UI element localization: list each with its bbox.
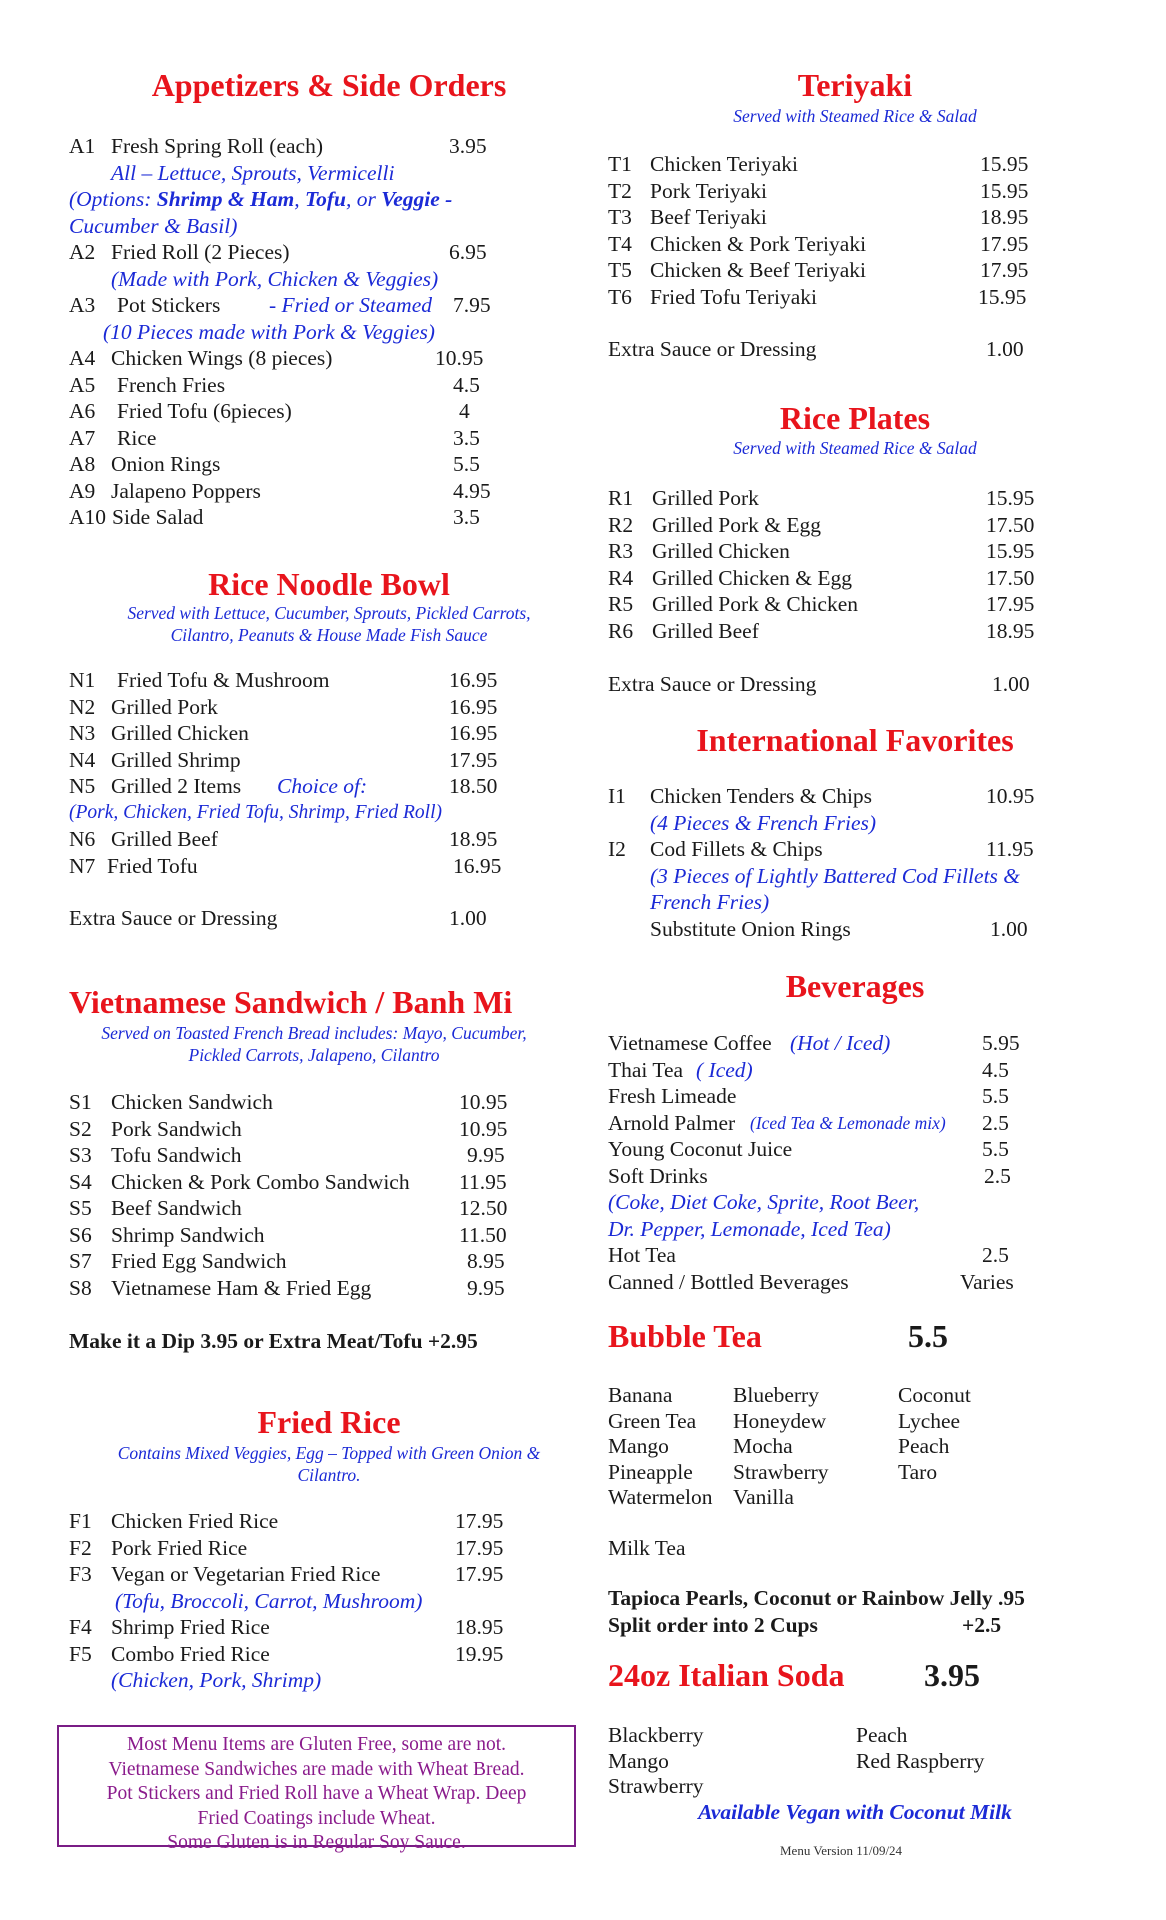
flavor-row: Watermelon Vanilla [608, 1485, 794, 1509]
banhmi-subtitle: Served on Toasted French Bread includes: Mayo, Cucumber, Pickled Carrots, Jalapeno, Cilantro [101, 1023, 527, 1065]
item-note-options: (Options: Shrimp & Ham, Tofu, or Veggie - [69, 187, 453, 211]
friedrice-title: Fried Rice [257, 1404, 401, 1440]
menu-item-n3: N3 Grilled Chicken 16.95 [69, 721, 498, 745]
item-note: Cucumber & Basil) [69, 213, 238, 238]
vegan-note: Available Vegan with Coconut Milk [698, 1800, 1012, 1824]
flavor-row: Mango Mocha Peach [608, 1434, 950, 1458]
menu-item-n2: N2 Grilled Pork 16.95 [69, 694, 498, 719]
beverage-coconut-juice: Young Coconut Juice 5.5 [608, 1137, 1009, 1161]
appetizers-title: Appetizers & Side Orders [151, 67, 507, 103]
menu-item-s2: S2 Pork Sandwich 10.95 [69, 1116, 508, 1141]
menu-item-r1: R1 Grilled Pork 15.95 [608, 486, 1035, 510]
soda-header [608, 1657, 1088, 1693]
menu-item-n4: N4 Grilled Shrimp 17.95 [69, 747, 498, 772]
beverage-soft-drinks: Soft Drinks 2.5 [608, 1163, 1011, 1188]
beverage-arnold-palmer: Arnold Palmer (Iced Tea & Lemonade mix) 2.5 [608, 1110, 1009, 1135]
menu-item-s8: S8 Vietnamese Ham & Fried Egg 9.95 [69, 1275, 505, 1300]
item-note: (4 Pieces & French Fries) [650, 810, 877, 835]
flavor-row: Strawberry [608, 1774, 704, 1798]
soda-price: 3.95 [924, 1657, 980, 1693]
gluten-notice: Most Menu Items are Gluten Free, some are not. Vietnamese Sandwiches are made with Wheat Bread. Pot Stickers and Fried Roll have a Wheat Wrap. Deep Fried Coatings include Wheat. Some Gluten is in Regular Soy Sauce. [57, 1725, 576, 1847]
substitute-onion-rings: Substitute Onion Rings 1.00 [650, 916, 1028, 941]
menu-item-n1: N1 Fried Tofu & Mushroom 16.95 [69, 668, 498, 692]
flavor-row: Banana Blueberry Coconut [608, 1383, 971, 1407]
menu-item-r2: R2 Grilled Pork & Egg 17.50 [608, 512, 1035, 537]
menu-item-f1: F1 Chicken Fried Rice 17.95 [69, 1509, 504, 1533]
menu-item-a2: A2 Fried Roll (2 Pieces) 6.95 [69, 240, 487, 264]
menu-item-r5: R5 Grilled Pork & Chicken 17.95 [608, 592, 1035, 616]
menu-item-n5: N5 Grilled 2 Items Choice of: 18.50 [69, 774, 498, 798]
banhmi-title: Vietnamese Sandwich / Banh Mi [69, 984, 513, 1020]
menu-item-a3: A3 Pot Stickers - Fried or Steamed 7.95 [69, 293, 491, 317]
riceplates-title: Rice Plates [779, 400, 931, 436]
beverage-coffee: Vietnamese Coffee (Hot / Iced) 5.95 [608, 1031, 1020, 1055]
menu-item-s7: S7 Fried Egg Sandwich 8.95 [69, 1249, 505, 1273]
menu-item-a1 [69, 133, 589, 160]
item-note: (Tofu, Broccoli, Carrot, Mushroom) [115, 1588, 423, 1613]
menu-item-a7: A7 Rice 3.5 [69, 425, 480, 450]
item-note: (3 Pieces of Lightly Battered Cod Fillets & [650, 863, 1021, 888]
bubble-addon: Tapioca Pearls, Coconut or Rainbow Jelly .95 [608, 1586, 1025, 1610]
noodle-subtitle: Served with Lettuce, Cucumber, Sprouts, Pickled Carrots, Cilantro, Peanuts & House Made Fish Sauce [127, 603, 531, 645]
menu-item-a5: A5 French Fries 4.5 [69, 372, 480, 397]
menu-item-i2: I2 Cod Fillets & Chips 11.95 [608, 837, 1034, 861]
teriyaki-title: Teriyaki [797, 67, 913, 103]
menu-item-t4: T4 Chicken & Pork Teriyaki 17.95 [608, 231, 1029, 256]
menu-item-n7: N7 Fried Tofu 16.95 [69, 853, 502, 878]
riceplates-list [608, 485, 1088, 698]
appetizers-list [69, 133, 589, 531]
menu-item-t2: T2 Pork Teriyaki 15.95 [608, 178, 1029, 203]
menu-item-f4: F4 Shrimp Fried Rice 18.95 [69, 1615, 504, 1639]
item-note: Dr. Pepper, Lemonade, Iced Tea) [608, 1216, 891, 1241]
bubble-flavors [608, 1382, 1088, 1638]
beverage-limeade: Fresh Limeade 5.5 [608, 1084, 1009, 1108]
menu-item-r3: R3 Grilled Chicken 15.95 [608, 539, 1035, 563]
teriyaki-subtitle: Served with Steamed Rice & Salad [733, 106, 977, 126]
menu-item-a9: A9 Jalapeno Poppers 4.95 [69, 478, 491, 503]
menu-item-n6: N6 Grilled Beef 18.95 [69, 827, 498, 851]
noodle-extra-sauce: Extra Sauce or Dressing 1.00 [69, 906, 487, 930]
teriyaki-list [608, 151, 1088, 363]
riceplates-subtitle: Served with Steamed Rice & Salad [733, 438, 977, 458]
menu-item-t5: T5 Chicken & Beef Teriyaki 17.95 [608, 258, 1029, 282]
bubble-split: Split order into 2 Cups +2.5 [608, 1612, 1002, 1637]
menu-item-a10: A10 Side Salad 3.5 [69, 505, 480, 529]
bubble-title: Bubble Tea [608, 1318, 762, 1354]
noodle-title: Rice Noodle Bowl [208, 566, 450, 602]
beverages-list [608, 1030, 1088, 1295]
menu-item-t6: T6 Fried Tofu Teriyaki 15.95 [608, 284, 1027, 309]
item-note: All – Lettuce, Sprouts, Vermicelli [111, 160, 395, 185]
menu-item-a8: A8 Onion Rings 5.5 [69, 452, 480, 476]
item-code: A1 [69, 134, 96, 158]
item-note: (Made with Pork, Chicken & Veggies) [111, 266, 439, 291]
item-note: (Coke, Diet Coke, Sprite, Root Beer, [608, 1190, 920, 1214]
flavor-row: Blackberry Peach [608, 1723, 908, 1747]
milk-tea: Milk Tea [608, 1535, 686, 1560]
riceplates-extra-sauce: Extra Sauce or Dressing 1.00 [608, 672, 1030, 696]
flavor-row: Pineapple Strawberry Taro [608, 1459, 938, 1484]
menu-item-t1: T1 Chicken Teriyaki 15.95 [608, 152, 1029, 176]
menu-item-t3: T3 Beef Teriyaki 18.95 [608, 205, 1029, 229]
menu-item-a4: A4 Chicken Wings (8 pieces) 10.95 [69, 346, 484, 370]
beverages-title: Beverages [785, 968, 925, 1004]
menu-item-f2: F2 Pork Fried Rice 17.95 [69, 1535, 504, 1560]
menu-item-s5: S5 Beef Sandwich 12.50 [69, 1196, 508, 1220]
friedrice-subtitle: Contains Mixed Veggies, Egg – Topped with Green Onion & Cilantro. [117, 1443, 541, 1485]
beverage-thai-tea: Thai Tea ( Iced) 4.5 [608, 1057, 1009, 1082]
menu-item-s3: S3 Tofu Sandwich 9.95 [69, 1143, 505, 1167]
item-note: (10 Pieces made with Pork & Veggies) [103, 319, 435, 344]
menu-item-s1: S1 Chicken Sandwich 10.95 [69, 1090, 508, 1114]
item-note: (Chicken, Pork, Shrimp) [111, 1668, 322, 1692]
flavor-row: Mango Red Raspberry [608, 1748, 985, 1773]
menu-item-r4: R4 Grilled Chicken & Egg 17.50 [608, 565, 1035, 590]
banhmi-list [69, 1089, 589, 1355]
noodle-list [69, 667, 589, 932]
soda-title: 24oz Italian Soda [608, 1657, 845, 1693]
menu-item-r6: R6 Grilled Beef 18.95 [608, 618, 1035, 643]
menu-item-s6: S6 Shrimp Sandwich 11.50 [69, 1222, 507, 1247]
item-price: 3.95 [449, 134, 487, 158]
menu-version: Menu Version 11/09/24 [780, 1843, 903, 1858]
item-name: Fresh Spring Roll (each) [111, 134, 323, 158]
intl-title: International Favorites [696, 722, 1014, 758]
teriyaki-extra-sauce: Extra Sauce or Dressing 1.00 [608, 337, 1024, 361]
menu-item-f3: F3 Vegan or Vegetarian Fried Rice 17.95 [69, 1562, 504, 1586]
item-note: (Pork, Chicken, Fried Tofu, Shrimp, Fried Roll) [69, 801, 442, 823]
bubble-price: 5.5 [908, 1318, 948, 1354]
item-note: French Fries) [650, 890, 770, 914]
intl-list [608, 783, 1088, 942]
friedrice-list [69, 1508, 589, 1694]
menu-item-a6: A6 Fried Tofu (6pieces) 4 [69, 399, 470, 423]
banhmi-dip-note: Make it a Dip 3.95 or Extra Meat/Tofu +2.95 [69, 1329, 478, 1353]
flavor-row: Green Tea Honeydew Lychee [608, 1408, 961, 1433]
bubble-header [608, 1318, 1088, 1354]
menu-item-s4: S4 Chicken & Pork Combo Sandwich 11.95 [69, 1169, 507, 1194]
beverage-canned: Canned / Bottled Beverages Varies [608, 1269, 1014, 1294]
beverage-hot-tea: Hot Tea 2.5 [608, 1243, 1009, 1267]
menu-item-i1: I1 Chicken Tenders & Chips 10.95 [608, 784, 1035, 808]
soda-flavors [608, 1722, 1088, 1799]
menu-item-f5: F5 Combo Fried Rice 19.95 [69, 1641, 504, 1666]
